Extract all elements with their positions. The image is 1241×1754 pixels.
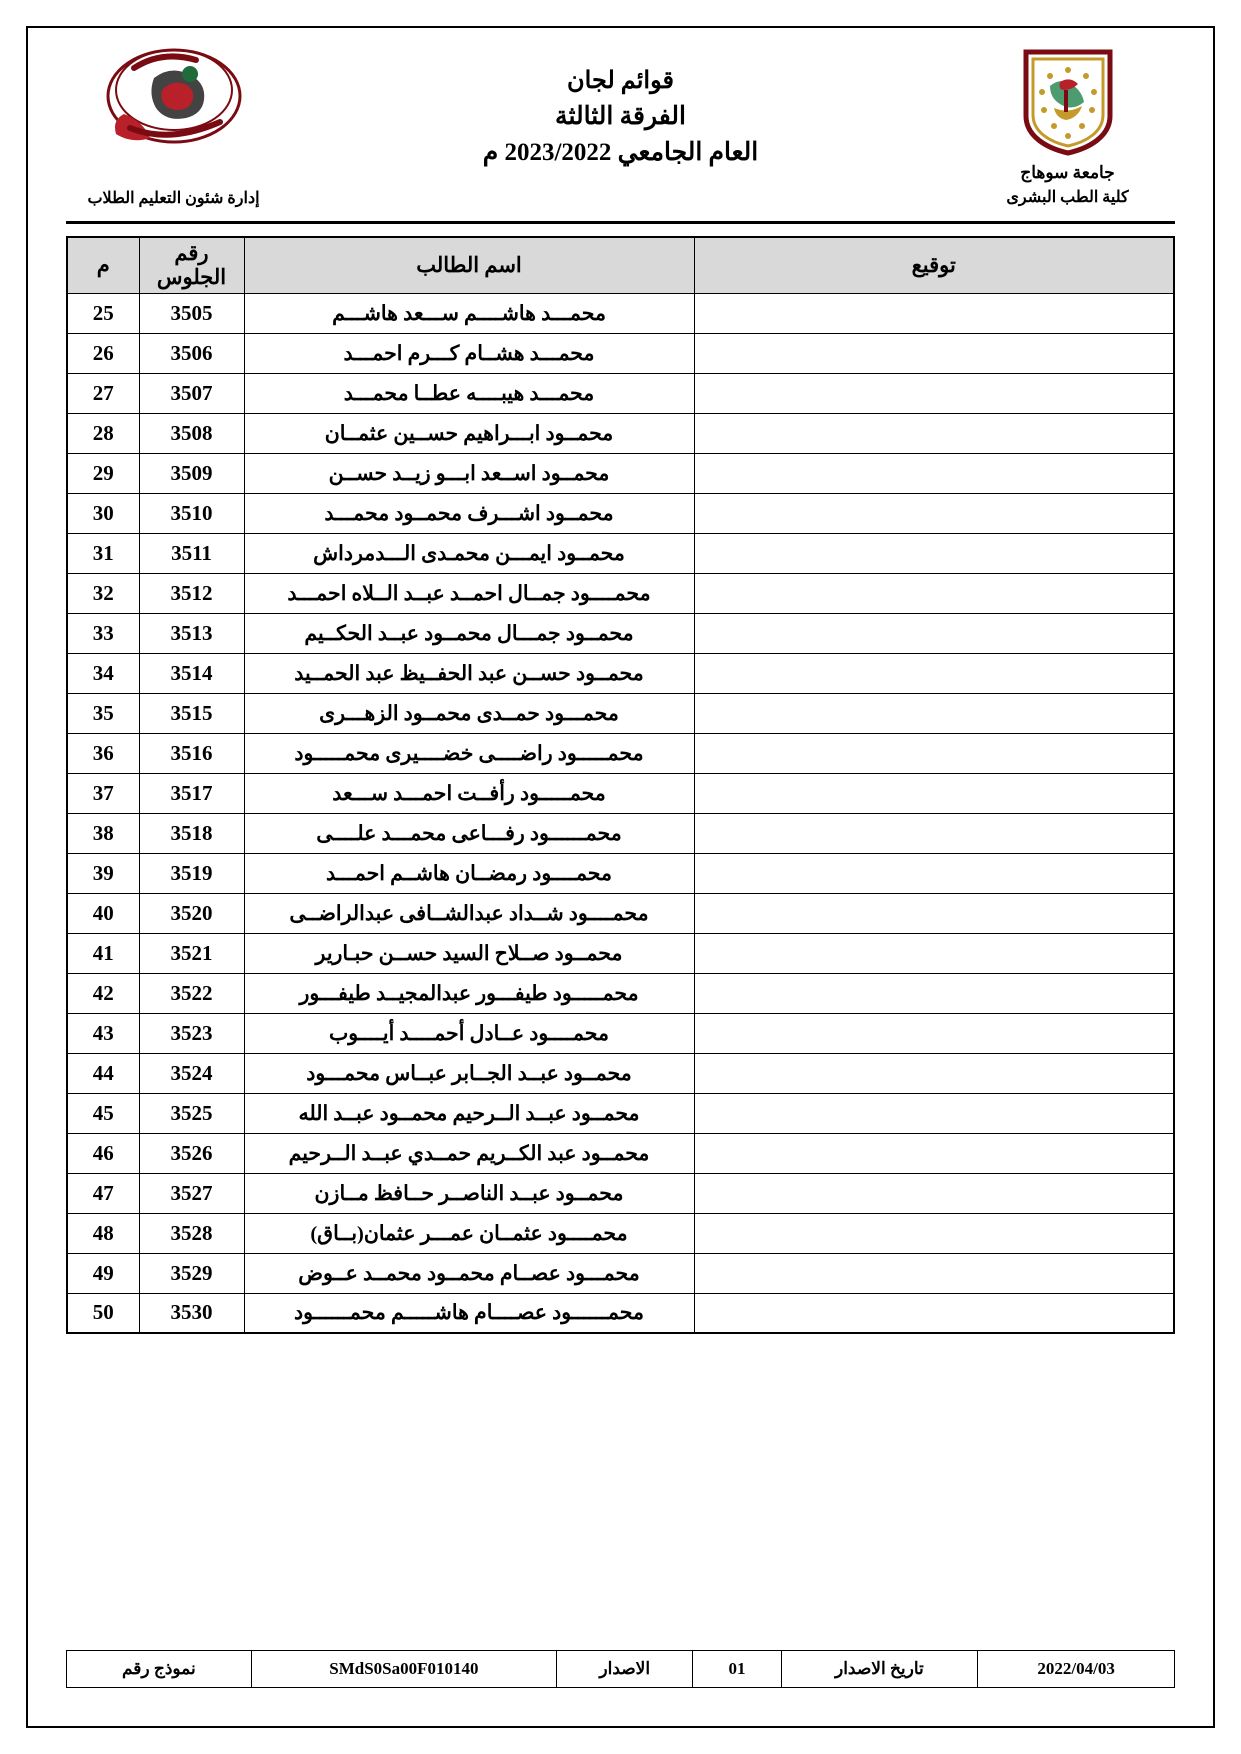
cell-signature[interactable] — [694, 973, 1174, 1013]
cell-index: 42 — [67, 973, 139, 1013]
cell-seat-number: 3527 — [139, 1173, 244, 1213]
table-row — [67, 413, 1174, 453]
cell-signature[interactable] — [694, 653, 1174, 693]
cell-seat-number: 3526 — [139, 1133, 244, 1173]
table-row — [67, 933, 1174, 973]
cell-signature[interactable] — [694, 813, 1174, 853]
cell-signature[interactable] — [694, 493, 1174, 533]
cell-index: 44 — [67, 1053, 139, 1093]
footer-form-code: SMdS0Sa00F010140 — [251, 1651, 556, 1688]
cell-seat-number: 3529 — [139, 1253, 244, 1293]
cell-seat-number: 3522 — [139, 973, 244, 1013]
cell-index: 32 — [67, 573, 139, 613]
footer-issue-value: 01 — [693, 1651, 781, 1688]
cell-seat-number: 3523 — [139, 1013, 244, 1053]
cell-student-name: محمــود ايمـــن محمـدى الـــدمرداش — [244, 533, 694, 573]
cell-student-name: محمــــــود رفـــاعى محمـــد علــــى — [244, 813, 694, 853]
cell-index: 33 — [67, 613, 139, 653]
cell-student-name: محمــــود رمضــان هاشــم احمـــد — [244, 853, 694, 893]
cell-index: 41 — [67, 933, 139, 973]
cell-index: 34 — [67, 653, 139, 693]
cell-index: 26 — [67, 333, 139, 373]
cell-student-name: محمــود صــلاح السيد حســن حبـارير — [244, 933, 694, 973]
cell-seat-number: 3517 — [139, 773, 244, 813]
cell-student-name: محمــود عبــد الجــابر عبــاس محمـــود — [244, 1053, 694, 1093]
cell-student-name: محمــــــود عصــــام هاشـــــم محمــــــود — [244, 1293, 694, 1333]
table-row — [67, 373, 1174, 413]
cell-signature[interactable] — [694, 1253, 1174, 1293]
cell-seat-number: 3528 — [139, 1213, 244, 1253]
cell-signature[interactable] — [694, 613, 1174, 653]
cell-index: 37 — [67, 773, 139, 813]
footer-issue-label: الاصدار — [557, 1651, 693, 1688]
table-row — [67, 653, 1174, 693]
cell-index: 29 — [67, 453, 139, 493]
cell-seat-number: 3510 — [139, 493, 244, 533]
footer-table — [66, 1650, 1175, 1688]
header-divider — [66, 221, 1175, 224]
title-line-2: الفرقة الثالثة — [555, 102, 686, 130]
cell-student-name: محمـــــود راضــــى خضــــيرى محمـــــود — [244, 733, 694, 773]
cell-signature[interactable] — [694, 1133, 1174, 1173]
table-row — [67, 493, 1174, 533]
table-row — [67, 1093, 1174, 1133]
cell-index: 50 — [67, 1293, 139, 1333]
cell-seat-number: 3530 — [139, 1293, 244, 1333]
cell-student-name: محمــود عبد الكــريم حمــدي عبــد الــرحيم — [244, 1133, 694, 1173]
cell-student-name: محمــــود جمــال احمــد عبــد الــلاه احمـــد — [244, 573, 694, 613]
cell-index: 25 — [67, 293, 139, 333]
cell-seat-number: 3516 — [139, 733, 244, 773]
cell-index: 30 — [67, 493, 139, 533]
cell-index: 31 — [67, 533, 139, 573]
cell-index: 40 — [67, 893, 139, 933]
table-header-row — [67, 237, 1174, 293]
cell-seat-number: 3525 — [139, 1093, 244, 1133]
cell-signature[interactable] — [694, 733, 1174, 773]
cell-index: 47 — [67, 1173, 139, 1213]
table-row — [67, 293, 1174, 333]
cell-signature[interactable] — [694, 533, 1174, 573]
cell-student-name: محمــود اشـــرف محمــود محمـــد — [244, 493, 694, 533]
table-row — [67, 1213, 1174, 1253]
table-row — [67, 1293, 1174, 1333]
cell-index: 45 — [67, 1093, 139, 1133]
cell-seat-number: 3512 — [139, 573, 244, 613]
cell-student-name: محمـــــود رأفــت احمـــد ســـعد — [244, 773, 694, 813]
cell-index: 28 — [67, 413, 139, 453]
title-line-1: قوائم لجان — [567, 68, 674, 94]
cell-student-name: محمــود حســن عبد الحفــيظ عبد الحمــيد — [244, 653, 694, 693]
table-row — [67, 573, 1174, 613]
table-row — [67, 1133, 1174, 1173]
table-row — [67, 533, 1174, 573]
cell-signature[interactable] — [694, 853, 1174, 893]
faculty-identity — [66, 40, 281, 208]
cell-index: 38 — [67, 813, 139, 853]
document-header — [66, 40, 1175, 215]
cell-student-name: محمــــود عــادل أحمــــد أيــــوب — [244, 1013, 694, 1053]
cell-seat-number: 3505 — [139, 293, 244, 333]
cell-index: 48 — [67, 1213, 139, 1253]
cell-student-name: محمــود اســعد ابـــو زيــد حســن — [244, 453, 694, 493]
cell-seat-number: 3513 — [139, 613, 244, 653]
university-identity — [960, 40, 1175, 210]
cell-student-name: محمـــــود طيفـــور عبدالمجيــد طيفـــور — [244, 973, 694, 1013]
cell-student-name: محمـــود حمــدى محمــود الزهـــرى — [244, 693, 694, 733]
cell-seat-number: 3524 — [139, 1053, 244, 1093]
table-row — [67, 733, 1174, 773]
cell-student-name: محمــود عبــد الناصــر حــافظ مــازن — [244, 1173, 694, 1213]
cell-seat-number: 3507 — [139, 373, 244, 413]
cell-index: 27 — [67, 373, 139, 413]
cell-signature[interactable] — [694, 333, 1174, 373]
cell-seat-number: 3518 — [139, 813, 244, 853]
cell-student-name: محمــود ابـــراهيم حســين عثمــان — [244, 413, 694, 453]
table-row — [67, 773, 1174, 813]
cell-seat-number: 3508 — [139, 413, 244, 453]
cell-seat-number: 3514 — [139, 653, 244, 693]
table-row — [67, 853, 1174, 893]
cell-student-name: محمـــود عصــام محمــود محمــد عــوض — [244, 1253, 694, 1293]
title-line-3: العام الجامعي 2023/2022 م — [482, 139, 759, 167]
department-name: إدارة شئون التعليم الطلاب — [87, 190, 260, 207]
cell-index: 43 — [67, 1013, 139, 1053]
cell-seat-number: 3509 — [139, 453, 244, 493]
footer-issue-date-label: تاريخ الاصدار — [781, 1651, 978, 1688]
cell-student-name: محمـــد هاشــــم ســـعد هاشـــم — [244, 293, 694, 333]
table-row — [67, 613, 1174, 653]
cell-student-name: محمــود جمـــال محمــود عبــد الحكــيم — [244, 613, 694, 653]
table-row — [67, 1053, 1174, 1093]
table-row — [67, 813, 1174, 853]
cell-signature[interactable] — [694, 573, 1174, 613]
cell-student-name: محمـــد هيبــــه عطــا محمـــد — [244, 373, 694, 413]
cell-student-name: محمــــود شــداد عبدالشــافى عبدالراضــى — [244, 893, 694, 933]
table-row — [67, 333, 1174, 373]
cell-index: 36 — [67, 733, 139, 773]
cell-seat-number: 3521 — [139, 933, 244, 973]
cell-index: 35 — [67, 693, 139, 733]
cell-seat-number: 3511 — [139, 533, 244, 573]
column-header-signature: توقيع — [694, 237, 1174, 293]
footer-issue-date-value: 2022/04/03 — [978, 1651, 1175, 1688]
cell-student-name: محمــــود عثمــان عمـــر عثمان(بــاق) — [244, 1213, 694, 1253]
cell-signature[interactable] — [694, 693, 1174, 733]
column-header-student-name: اسم الطالب — [244, 237, 694, 293]
cell-signature[interactable] — [694, 1013, 1174, 1053]
document-title-block — [281, 40, 960, 171]
table-row — [67, 893, 1174, 933]
cell-signature[interactable] — [694, 453, 1174, 493]
cell-signature[interactable] — [694, 773, 1174, 813]
students-table — [66, 236, 1175, 1334]
cell-seat-number: 3515 — [139, 693, 244, 733]
column-header-index: م — [67, 237, 139, 293]
table-row — [67, 1013, 1174, 1053]
cell-seat-number: 3520 — [139, 893, 244, 933]
cell-student-name: محمـــد هشــام كـــرم احمـــد — [244, 333, 694, 373]
column-header-seat-number: رقم الجلوس — [139, 237, 244, 293]
document-footer — [66, 1650, 1175, 1688]
cell-seat-number: 3519 — [139, 853, 244, 893]
cell-signature[interactable] — [694, 413, 1174, 453]
footer-form-label: نموذج رقم — [67, 1651, 252, 1688]
cell-index: 46 — [67, 1133, 139, 1173]
cell-signature[interactable] — [694, 1293, 1174, 1333]
cell-signature[interactable] — [694, 1053, 1174, 1093]
cell-signature[interactable] — [694, 1213, 1174, 1253]
cell-signature[interactable] — [694, 933, 1174, 973]
cell-signature[interactable] — [694, 893, 1174, 933]
cell-signature[interactable] — [694, 1173, 1174, 1213]
table-row — [67, 1173, 1174, 1213]
cell-signature[interactable] — [694, 1093, 1174, 1133]
cell-seat-number: 3506 — [139, 333, 244, 373]
table-row — [67, 453, 1174, 493]
table-row — [67, 973, 1174, 1013]
university-name: جامعة سوهاج — [1020, 163, 1115, 182]
table-row — [67, 693, 1174, 733]
cell-index: 49 — [67, 1253, 139, 1293]
faculty-of-medicine-logo-icon — [94, 44, 254, 160]
cell-index: 39 — [67, 853, 139, 893]
faculty-name: كلية الطب البشرى — [1006, 188, 1129, 206]
sohag-university-shield-icon — [1020, 46, 1116, 156]
table-row — [67, 1253, 1174, 1293]
cell-signature[interactable] — [694, 293, 1174, 333]
cell-signature[interactable] — [694, 373, 1174, 413]
cell-student-name: محمــود عبــد الــرحيم محمــود عبــد الله — [244, 1093, 694, 1133]
